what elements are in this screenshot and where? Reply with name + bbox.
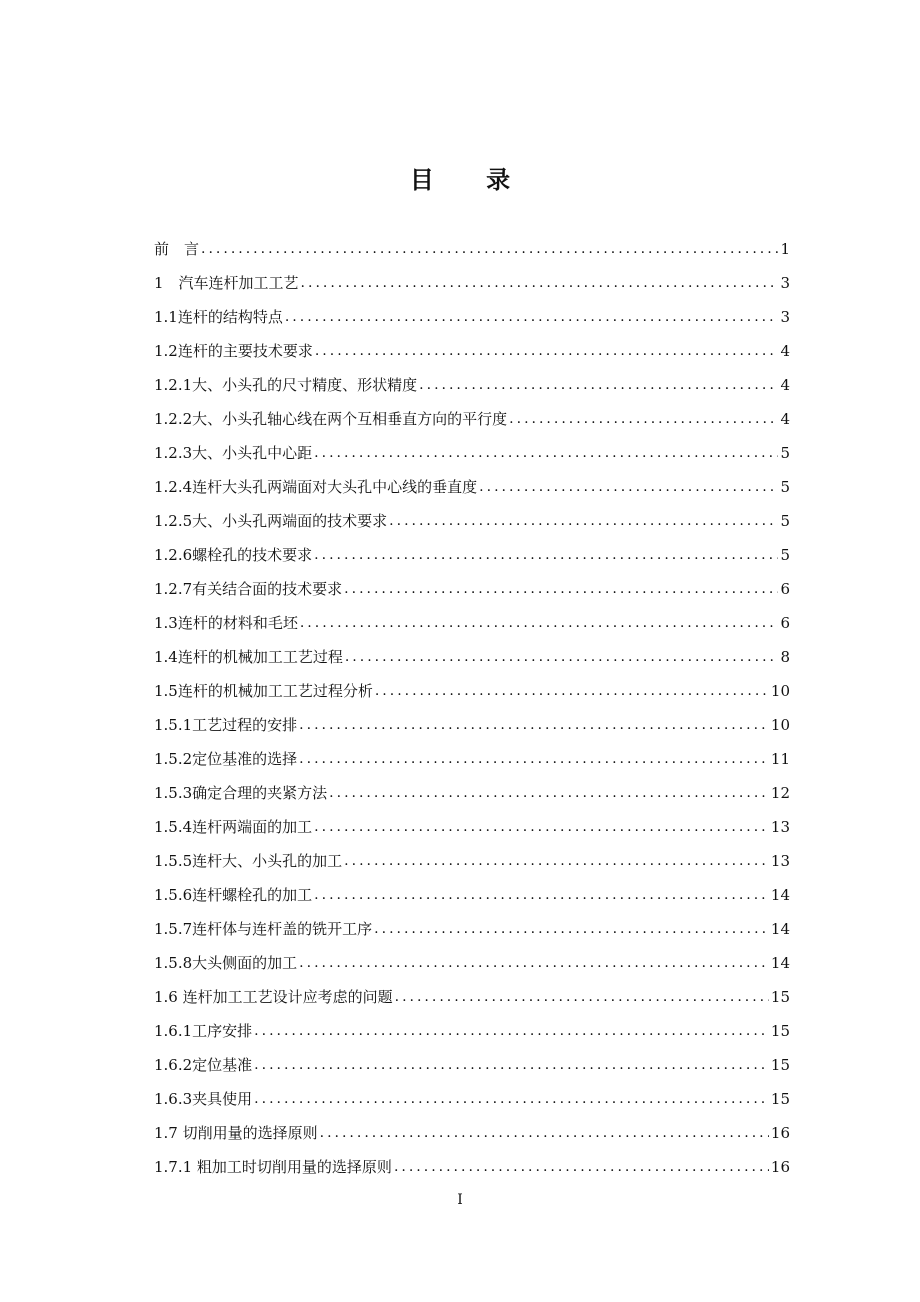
toc-entry-page-number: 13 bbox=[770, 852, 790, 870]
toc-dot-leader bbox=[254, 1048, 769, 1082]
table-of-contents bbox=[154, 232, 790, 1184]
toc-entry-label: 1.2.5大、小头孔两端面的技术要求 bbox=[154, 512, 388, 530]
toc-entry-page-number: 14 bbox=[770, 920, 790, 938]
toc-entry-page-number: 5 bbox=[780, 512, 790, 530]
toc-title: 目 录 bbox=[409, 166, 533, 194]
toc-dot-leader bbox=[254, 1082, 769, 1116]
toc-entry[interactable] bbox=[154, 946, 790, 980]
toc-entry[interactable] bbox=[154, 606, 790, 640]
toc-entry-page-number: 10 bbox=[770, 682, 790, 700]
toc-dot-leader bbox=[389, 504, 778, 538]
toc-entry-label: 1.1连杆的结构特点 bbox=[154, 308, 283, 326]
toc-entry[interactable] bbox=[154, 742, 790, 776]
toc-entry-page-number: 1 bbox=[780, 240, 790, 258]
toc-dot-leader bbox=[301, 266, 779, 300]
toc-dot-leader bbox=[299, 946, 769, 980]
toc-entry-label: 1.2.7有关结合面的技术要求 bbox=[154, 580, 343, 598]
toc-entry-page-number: 13 bbox=[770, 818, 790, 836]
toc-dot-leader bbox=[395, 980, 769, 1014]
toc-dot-leader bbox=[329, 776, 769, 810]
toc-dot-leader bbox=[479, 470, 778, 504]
toc-entry-label: 1.6.1工序安排 bbox=[154, 1022, 253, 1040]
toc-entry-label: 1 汽车连杆加工工艺 bbox=[154, 274, 299, 292]
toc-entry[interactable] bbox=[154, 980, 790, 1014]
toc-entry[interactable] bbox=[154, 640, 790, 674]
toc-dot-leader bbox=[344, 572, 778, 606]
toc-entry[interactable] bbox=[154, 266, 790, 300]
toc-dot-leader bbox=[375, 674, 769, 708]
toc-entry[interactable] bbox=[154, 1014, 790, 1048]
toc-dot-leader bbox=[419, 368, 778, 402]
toc-entry-page-number: 16 bbox=[770, 1124, 790, 1142]
toc-entry-page-number: 5 bbox=[780, 444, 790, 462]
toc-dot-leader bbox=[315, 334, 779, 368]
toc-entry-page-number: 11 bbox=[770, 750, 790, 768]
toc-dot-leader bbox=[314, 878, 769, 912]
toc-entry[interactable] bbox=[154, 334, 790, 368]
toc-dot-leader bbox=[394, 1150, 769, 1184]
toc-entry-label: 1.5.3确定合理的夹紧方法 bbox=[154, 784, 328, 802]
toc-entry-label: 1.6.2定位基准 bbox=[154, 1056, 253, 1074]
toc-entry-label: 1.5.1工艺过程的安排 bbox=[154, 716, 298, 734]
toc-entry[interactable] bbox=[154, 674, 790, 708]
toc-entry-page-number: 3 bbox=[780, 308, 790, 326]
toc-entry-label: 1.5.4连杆两端面的加工 bbox=[154, 818, 313, 836]
toc-entry-label: 1.6 连杆加工工艺设计应考虑的问题 bbox=[154, 988, 393, 1006]
toc-entry-label: 1.2.3大、小头孔中心距 bbox=[154, 444, 313, 462]
toc-entry[interactable] bbox=[154, 436, 790, 470]
toc-entry-page-number: 4 bbox=[780, 376, 790, 394]
toc-entry[interactable] bbox=[154, 504, 790, 538]
toc-entry[interactable] bbox=[154, 538, 790, 572]
toc-entry-page-number: 3 bbox=[780, 274, 790, 292]
toc-entry-label: 1.5.5连杆大、小头孔的加工 bbox=[154, 852, 343, 870]
page-number: I bbox=[457, 1192, 463, 1208]
toc-dot-leader bbox=[344, 844, 769, 878]
toc-entry-label: 1.2.4连杆大头孔两端面对大头孔中心线的垂直度 bbox=[154, 478, 478, 496]
toc-entry-label: 1.5.2定位基准的选择 bbox=[154, 750, 298, 768]
toc-entry[interactable] bbox=[154, 1048, 790, 1082]
toc-entry-label: 1.4连杆的机械加工工艺过程 bbox=[154, 648, 343, 666]
toc-dot-leader bbox=[299, 708, 769, 742]
toc-dot-leader bbox=[509, 402, 778, 436]
toc-entry-page-number: 4 bbox=[780, 342, 790, 360]
toc-entry[interactable] bbox=[154, 470, 790, 504]
toc-entry-label: 1.2.6螺栓孔的技术要求 bbox=[154, 546, 313, 564]
toc-entry-page-number: 6 bbox=[780, 580, 790, 598]
toc-entry[interactable] bbox=[154, 844, 790, 878]
toc-entry[interactable] bbox=[154, 1116, 790, 1150]
toc-entry-label: 1.6.3夹具使用 bbox=[154, 1090, 253, 1108]
toc-entry-label: 1.2连杆的主要技术要求 bbox=[154, 342, 313, 360]
toc-dot-leader bbox=[285, 300, 779, 334]
toc-entry-page-number: 15 bbox=[770, 988, 790, 1006]
toc-entry-page-number: 14 bbox=[770, 954, 790, 972]
toc-entry[interactable] bbox=[154, 1082, 790, 1116]
toc-entry-label: 前 言 bbox=[154, 240, 200, 258]
toc-entry[interactable] bbox=[154, 776, 790, 810]
toc-entry-page-number: 15 bbox=[770, 1090, 790, 1108]
toc-entry[interactable] bbox=[154, 878, 790, 912]
toc-entry-label: 1.5.8大头侧面的加工 bbox=[154, 954, 298, 972]
toc-entry-label: 1.7 切削用量的选择原则 bbox=[154, 1124, 318, 1142]
toc-entry-page-number: 16 bbox=[770, 1158, 790, 1176]
toc-entry-label: 1.3连杆的材料和毛坯 bbox=[154, 614, 298, 632]
toc-entry-label: 1.7.1 粗加工时切削用量的选择原则 bbox=[154, 1158, 392, 1176]
toc-entry[interactable] bbox=[154, 810, 790, 844]
toc-entry[interactable] bbox=[154, 1150, 790, 1184]
toc-entry[interactable] bbox=[154, 300, 790, 334]
toc-entry-page-number: 4 bbox=[780, 410, 790, 428]
toc-dot-leader bbox=[201, 232, 778, 266]
toc-dot-leader bbox=[345, 640, 779, 674]
toc-dot-leader bbox=[314, 538, 778, 572]
toc-entry-page-number: 5 bbox=[780, 478, 790, 496]
toc-entry-page-number: 5 bbox=[780, 546, 790, 564]
toc-entry-page-number: 15 bbox=[770, 1022, 790, 1040]
toc-entry-label: 1.5.7连杆体与连杆盖的铣开工序 bbox=[154, 920, 373, 938]
toc-entry[interactable] bbox=[154, 708, 790, 742]
toc-entry-label: 1.5连杆的机械加工工艺过程分析 bbox=[154, 682, 373, 700]
toc-entry-page-number: 12 bbox=[770, 784, 790, 802]
toc-dot-leader bbox=[314, 810, 769, 844]
toc-dot-leader bbox=[374, 912, 769, 946]
toc-dot-leader bbox=[299, 742, 769, 776]
toc-entry-label: 1.2.2大、小头孔轴心线在两个互相垂直方向的平行度 bbox=[154, 410, 508, 428]
toc-entry[interactable] bbox=[154, 572, 790, 606]
toc-entry[interactable] bbox=[154, 402, 790, 436]
toc-entry-page-number: 14 bbox=[770, 886, 790, 904]
toc-entry-label: 1.2.1大、小头孔的尺寸精度、形状精度 bbox=[154, 376, 418, 394]
toc-dot-leader bbox=[300, 606, 779, 640]
toc-dot-leader bbox=[314, 436, 778, 470]
toc-entry-page-number: 8 bbox=[780, 648, 790, 666]
toc-entry[interactable] bbox=[154, 912, 790, 946]
toc-entry-page-number: 15 bbox=[770, 1056, 790, 1074]
toc-entry[interactable] bbox=[154, 368, 790, 402]
toc-entry-label: 1.5.6连杆螺栓孔的加工 bbox=[154, 886, 313, 904]
toc-entry-page-number: 6 bbox=[780, 614, 790, 632]
toc-dot-leader bbox=[254, 1014, 769, 1048]
toc-entry-page-number: 10 bbox=[770, 716, 790, 734]
toc-entry[interactable] bbox=[154, 232, 790, 266]
toc-dot-leader bbox=[320, 1116, 769, 1150]
